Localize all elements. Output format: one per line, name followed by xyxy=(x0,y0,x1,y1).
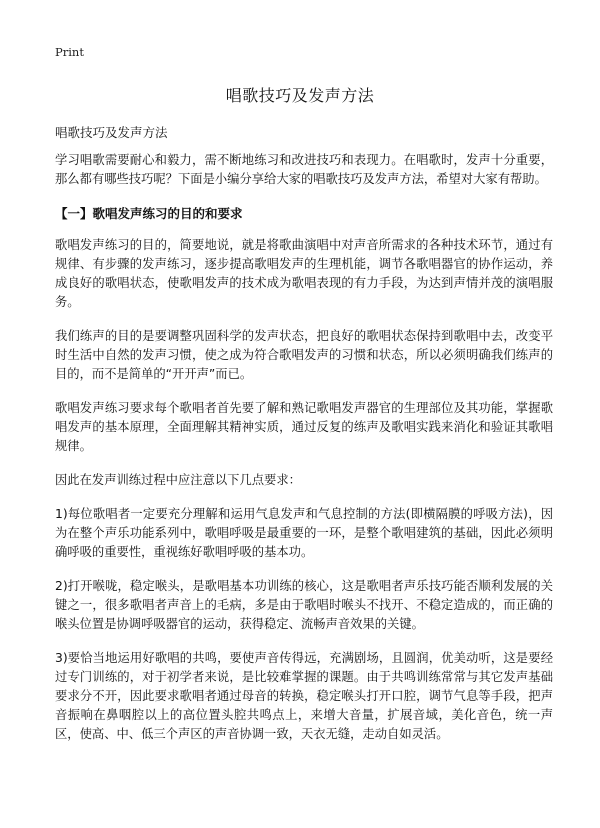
body-paragraph: 歌唱发声练习的目的，简要地说，就是将歌曲演唱中对声音所需求的各种技术环节，通过有规律、有步骤的发声练习，逐步提高歌唱发声的生理机能，调节各歌唱器官的协作运动，养成良好的歌唱状态，使歌唱发声的技术成为歌唱表现的有力手段，为达到声情并茂的演唱服务。 xyxy=(55,238,553,309)
print-link[interactable]: Print xyxy=(55,45,84,59)
body-paragraph: 1)每位歌唱者一定要充分理解和运用气息发声和气息控制的方法(即横隔膜的呼吸方法)，因为在整个声乐功能系列中，歌唱呼吸是最重要的一环，是整个歌唱建筑的基础，因此必须明确呼吸的重要性，重视练好歌唱呼吸的基本功。 xyxy=(55,507,553,559)
body-paragraph: 歌唱发声练习要求每个歌唱者首先要了解和熟记歌唱发声器官的生理部位及其功能，掌握歌唱发声的基本原理，全面理解其精神实质，通过反复的练声及歌唱实践来消化和验证其歌唱规律。 xyxy=(55,401,553,453)
body-paragraph: 因此在发声训练过程中应注意以下几点要求： xyxy=(55,473,301,487)
body-paragraph: 3)要恰当地运用好歌唱的共鸣，要使声音传得远，充满剧场，且圆润，优美动听，这是要经过专门训练的，对于初学者来说，是比较难掌握的课题。由于共鸣训练常常与其它发声基础要求分不开，因此要求歌唱者通过母音的转换，稳定喉头打开口腔，调节气息等手段，把声音振响在鼻咽腔以上的高位置头腔共鸣点上，来增大音量，扩展音域，美化音色，统一声区，使高、中、低三个声区的声音协调一致，天衣无缝，走动自如灵活。 xyxy=(55,651,553,741)
section-heading: 【一】歌唱发声练习的目的和要求 xyxy=(55,206,243,221)
intro-paragraph: 学习唱歌需要耐心和毅力，需不断地练习和改进技巧和表现力。在唱歌时，发声十分重要，那么都有哪些技巧呢？下面是小编分享给大家的唱歌技巧及发声方法，希望对大家有帮助。 xyxy=(55,153,553,186)
article-body xyxy=(55,151,553,759)
page-title: 唱歌技巧及发声方法 xyxy=(225,86,375,105)
body-paragraph: 我们练声的目的是要调整巩固科学的发声状态，把良好的歌唱状态保持到歌唱中去，改变平时生活中自然的发声习惯，使之成为符合歌唱发声的习惯和状态，所以必须明确我们练声的目的，而不是简单的“开开声”而已。 xyxy=(55,329,553,381)
document-subtitle: 唱歌技巧及发声方法 xyxy=(55,125,168,140)
body-paragraph: 2)打开喉咙，稳定喉头，是歌唱基本功训练的核心，这是歌唱者声乐技巧能否顺利发展的关键之一，很多歌唱者声音上的毛病，多是由于歌唱时喉头不找开、不稳定造成的，而正确的喉头位置是协调呼吸器官的运动，获得稳定、流畅声音效果的关键。 xyxy=(55,579,553,631)
